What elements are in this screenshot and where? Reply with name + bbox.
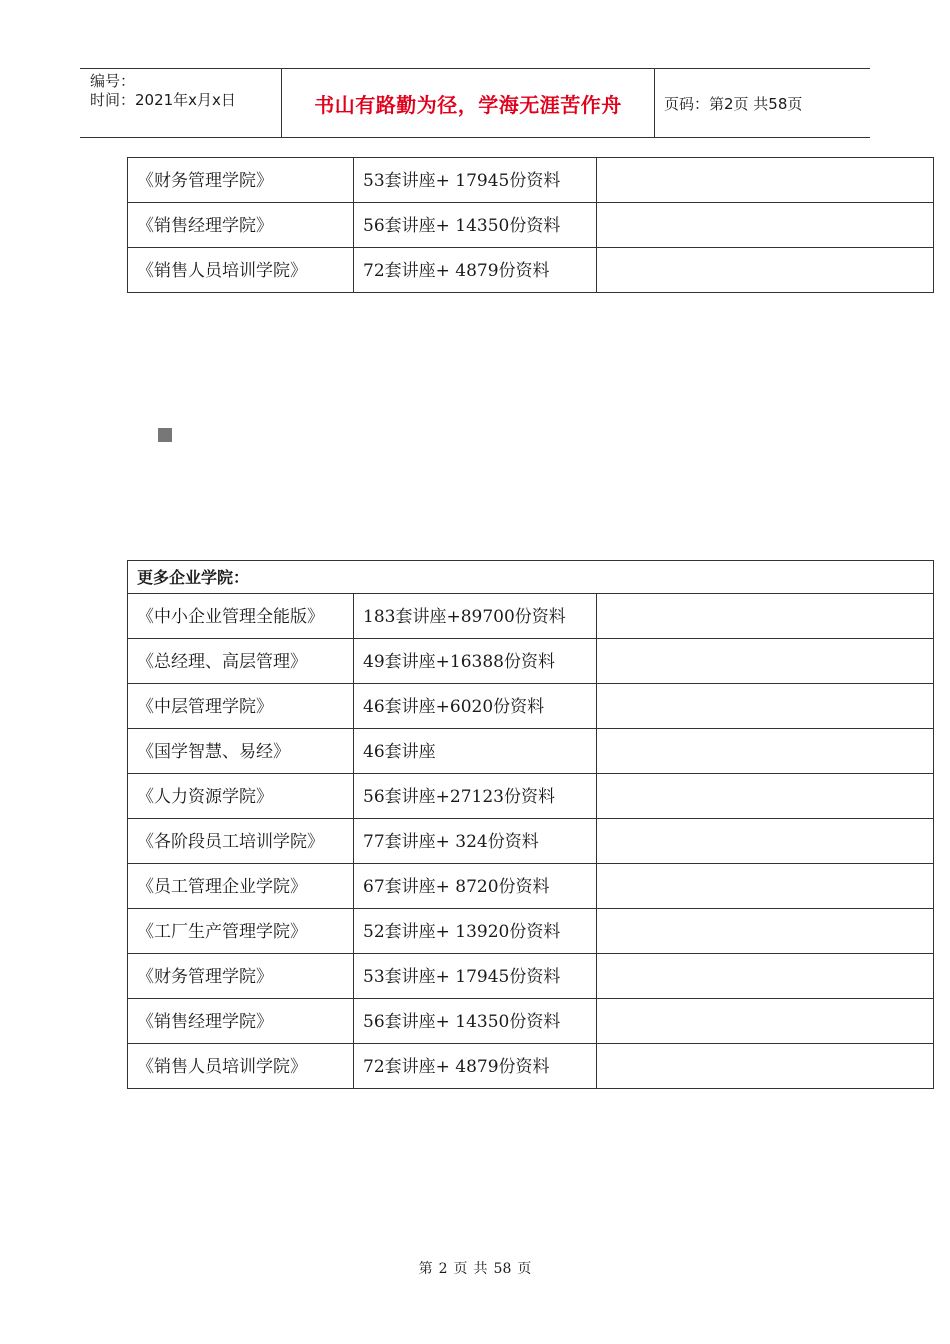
course-detail: 46套讲座 [354,729,597,774]
course-detail: 56套讲座+ 14350份资料 [354,203,597,248]
table-row [128,203,934,248]
course-detail: 56套讲座+27123份资料 [354,774,597,819]
course-note [597,594,934,639]
course-note [597,954,934,999]
course-name: 《财务管理学院》 [128,158,354,203]
course-name: 《人力资源学院》 [128,774,354,819]
course-table-more [127,560,934,1089]
page-header [80,68,870,138]
course-note [597,1044,934,1089]
footer-page-number: 2 [438,1261,448,1277]
course-name: 《销售人员培训学院》 [128,1044,354,1089]
table-row [128,774,934,819]
table-section-row [128,561,934,594]
course-name: 《总经理、高层管理》 [128,639,354,684]
footer-word: 页 [517,1261,532,1277]
section-title: 更多企业学院： [128,561,934,594]
course-name: 《财务管理学院》 [128,954,354,999]
square-bullet-icon [158,428,172,442]
course-note [597,729,934,774]
footer-total-pages: 58 [493,1261,512,1277]
table-row [128,158,934,203]
table-row [128,909,934,954]
footer-word: 第 [418,1261,433,1277]
table-row [128,248,934,293]
course-detail: 183套讲座+89700份资料 [354,594,597,639]
table-row [128,594,934,639]
table-row [128,1044,934,1089]
course-name: 《销售人员培训学院》 [128,248,354,293]
course-name: 《工厂生产管理学院》 [128,909,354,954]
course-name: 《员工管理企业学院》 [128,864,354,909]
document-number-label: 编号： [90,72,136,90]
document-date-label: 时间：2021年x月x日 [90,91,236,109]
course-note [597,999,934,1044]
course-table-top [127,157,934,293]
course-note [597,248,934,293]
course-name: 《中小企业管理全能版》 [128,594,354,639]
table-row [128,729,934,774]
course-name: 《中层管理学院》 [128,684,354,729]
header-meta [80,69,281,137]
course-detail: 53套讲座+ 17945份资料 [354,158,597,203]
footer-word: 共 [473,1261,488,1277]
header-motto-cell [281,69,655,137]
course-note [597,158,934,203]
table-row [128,954,934,999]
header-page-info: 页码：第2页 共58页 [664,94,803,113]
course-detail: 67套讲座+ 8720份资料 [354,864,597,909]
course-note [597,203,934,248]
table-row [128,864,934,909]
table-row [128,639,934,684]
footer-word: 页 [453,1261,468,1277]
course-note [597,909,934,954]
course-note [597,774,934,819]
page-footer [0,1258,950,1278]
course-note [597,819,934,864]
course-note [597,864,934,909]
table-row [128,999,934,1044]
course-detail: 46套讲座+6020份资料 [354,684,597,729]
course-detail: 53套讲座+ 17945份资料 [354,954,597,999]
header-motto: 书山有路勤为径，学海无涯苦作舟 [314,92,622,117]
course-note [597,639,934,684]
course-detail: 72套讲座+ 4879份资料 [354,1044,597,1089]
course-detail: 49套讲座+16388份资料 [354,639,597,684]
course-name: 《国学智慧、易经》 [128,729,354,774]
course-note [597,684,934,729]
course-detail: 52套讲座+ 13920份资料 [354,909,597,954]
course-detail: 56套讲座+ 14350份资料 [354,999,597,1044]
course-detail: 72套讲座+ 4879份资料 [354,248,597,293]
table-row [128,684,934,729]
table-row [128,819,934,864]
course-name: 《各阶段员工培训学院》 [128,819,354,864]
course-detail: 77套讲座+ 324份资料 [354,819,597,864]
course-name: 《销售经理学院》 [128,999,354,1044]
course-name: 《销售经理学院》 [128,203,354,248]
